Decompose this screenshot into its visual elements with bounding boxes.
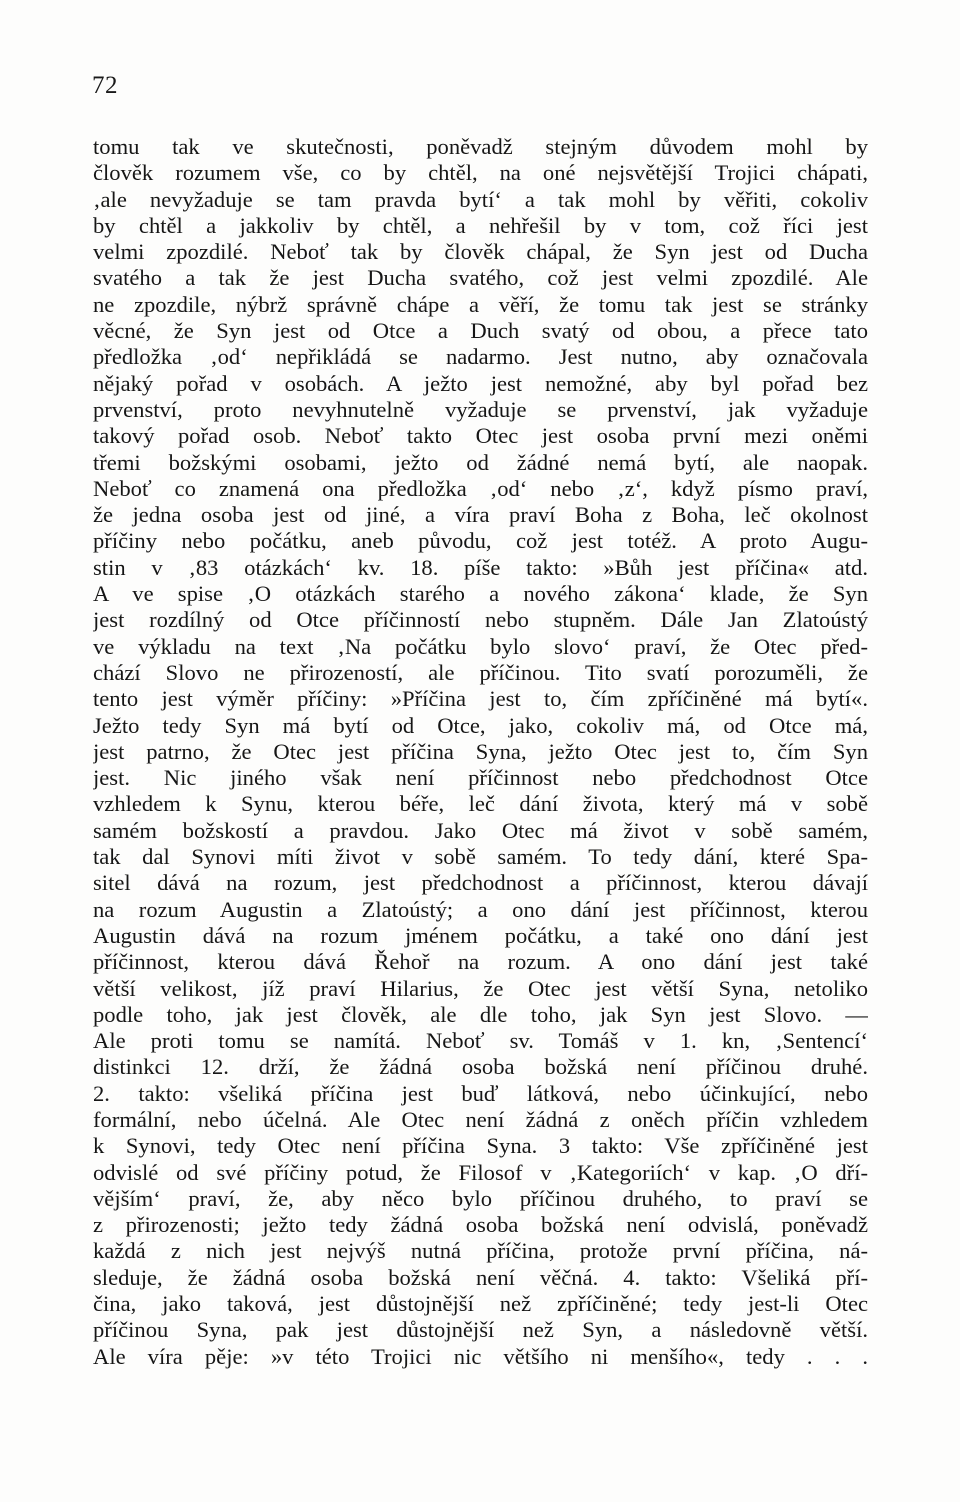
text-line: Augustin dává na rozum jménem počátku, a také ono dání jest bbox=[93, 922, 868, 948]
text-line: příčinou Syna, pak jest důstojnější než Syn, a následovně větší. bbox=[93, 1317, 868, 1343]
text-line: ne zpozdile, nýbrž správně chápe a věří, že tomu tak jest se stránky bbox=[93, 291, 868, 317]
text-line: A ve spise ‚O otázkách starého a nového zákona‘ klade, že Syn bbox=[93, 581, 868, 607]
text-line: z přirozenosti; ježto tedy žádná osoba božská není odvislá, poněvadž bbox=[93, 1212, 868, 1238]
text-line: by chtěl a jakkoliv by chtěl, a nehřešil by v tom, což říci jest bbox=[93, 212, 868, 238]
text-line: čina, jako taková, jest důstojnější než zpříčiněné; tedy jest-li Otec bbox=[93, 1291, 868, 1317]
text-line: nějaký pořad v osobách. A ježto jest nemožné, aby byl pořad bez bbox=[93, 370, 868, 396]
text-line: sleduje, že žádná osoba božská není věčná. 4. takto: Všeliká pří- bbox=[93, 1264, 868, 1290]
text-line: k Synovi, tedy Otec není příčina Syna. 3 takto: Vše zpříčiněné jest bbox=[93, 1133, 868, 1159]
text-line: takový pořad osob. Neboť takto Otec jest osoba první mezi oněmi bbox=[93, 423, 868, 449]
text-line: třemi božskými osobami, ježto od žádné nemá bytí, ale naopak. bbox=[93, 449, 868, 475]
text-line: samém božskostí a pravdou. Jako Otec má život v sobě samém, bbox=[93, 817, 868, 843]
text-line: vzhledem k Synu, kterou béře, leč dání života, který má v sobě bbox=[93, 791, 868, 817]
text-line: velmi zpozdilé. Neboť tak by člověk chápal, že Syn jest od Ducha bbox=[93, 239, 868, 265]
text-line: na rozum Augustin a Zlatoústý; a ono dání jest příčinnost, kterou bbox=[93, 896, 868, 922]
text-line: Neboť co znamená ona předložka ‚od‘ nebo ‚z‘, když písmo praví, bbox=[93, 475, 868, 501]
text-line: tomu tak ve skutečnosti, poněvadž stejným důvodem mohl by bbox=[93, 134, 868, 159]
text-line: tak dal Synovi míti život v sobě samém. To tedy dání, které Spa- bbox=[93, 844, 868, 870]
text-line: sitel dává na rozum, jest předchodnost a příčinnost, kterou dávají bbox=[93, 870, 868, 896]
text-line: příčinnost, kterou dává Řehoř na rozum. A ono dání jest také bbox=[93, 949, 868, 975]
text-line: Ale víra pěje: »v této Trojici nic většího ni menšího«, tedy . . . bbox=[93, 1343, 868, 1369]
text-line: prvenství, proto nevyhnutelně vyžaduje se prvenství, jak vyžaduje bbox=[93, 396, 868, 422]
text-line: ‚ale nevyžaduje se tam pravda bytí‘ a tak mohl by věřiti, cokoliv bbox=[93, 186, 868, 212]
text-line: věcné, že Syn jest od Otce a Duch svatý od obou, a přece tato bbox=[93, 318, 868, 344]
text-line: odvislé od své příčiny potud, že Filosof v ‚Kategoriích‘ v kap. ‚O dří- bbox=[93, 1159, 868, 1185]
text-line: vějším‘ praví, že, aby něco bylo příčinou druhého, to praví se bbox=[93, 1185, 868, 1211]
text-line: distinkci 12. drží, že žádná osoba božská není příčinou druhé. bbox=[93, 1054, 868, 1080]
text-line: stin v ‚83 otázkách‘ kv. 18. píše takto: »Bůh jest příčina« atd. bbox=[93, 554, 868, 580]
text-line: předložka ‚od‘ nepřikládá se nadarmo. Jest nutno, aby označovala bbox=[93, 344, 868, 370]
text-line: tento jest výměr příčiny: »Příčina jest to, čím zpříčiněné má bytí«. bbox=[93, 686, 868, 712]
page-number: 72 bbox=[92, 72, 118, 99]
text-line: že jedna osoba jest od jiné, a víra praví Boha z Boha, leč okolnost bbox=[93, 502, 868, 528]
text-line: jest patrno, že Otec jest příčina Syna, ježto Otec jest to, čím Syn bbox=[93, 738, 868, 764]
text-line: svatého a tak že jest Ducha svatého, což jest velmi zpozdilé. Ale bbox=[93, 265, 868, 291]
text-line: podle toho, jak jest člověk, ale dle toho, jak Syn jest Slovo. — bbox=[93, 1001, 868, 1027]
text-line: formální, nebo účelná. Ale Otec není žádná z oněch příčin vzhledem bbox=[93, 1106, 868, 1132]
text-line: člověk rozumem vše, co by chtěl, na oné nejsvětější Trojici chápati, bbox=[93, 160, 868, 186]
text-line: Ježto tedy Syn má bytí od Otce, jako, cokoliv má, od Otce má, bbox=[93, 712, 868, 738]
text-line: ve výkladu na text ‚Na počátku bylo slovo‘ praví, že Otec před- bbox=[93, 633, 868, 659]
text-line: každá z nich jest nejvýš nutná příčina, protože první příčina, ná- bbox=[93, 1238, 868, 1264]
text-line: chází Slovo ne přirozeností, ale příčinou. Tito svatí porozuměli, že bbox=[93, 659, 868, 685]
text-line: 2. takto: všeliká příčina jest buď látková, nebo účinkující, nebo bbox=[93, 1080, 868, 1106]
text-line: jest rozdílný od Otce příčinností nebo stupněm. Dále Jan Zlatoústý bbox=[93, 607, 868, 633]
text-line: větší velikost, jíž praví Hilarius, že Otec jest větší Syna, netoliko bbox=[93, 975, 868, 1001]
text-line: Ale proti tomu se namítá. Neboť sv. Tomáš v 1. kn, ‚Sentencí‘ bbox=[93, 1028, 868, 1054]
text-line: jest. Nic jiného však není příčinnost nebo předchodnost Otce bbox=[93, 765, 868, 791]
body-text bbox=[93, 134, 868, 1370]
text-line: příčiny nebo počátku, aneb původu, což jest totéž. A proto Augu- bbox=[93, 528, 868, 554]
